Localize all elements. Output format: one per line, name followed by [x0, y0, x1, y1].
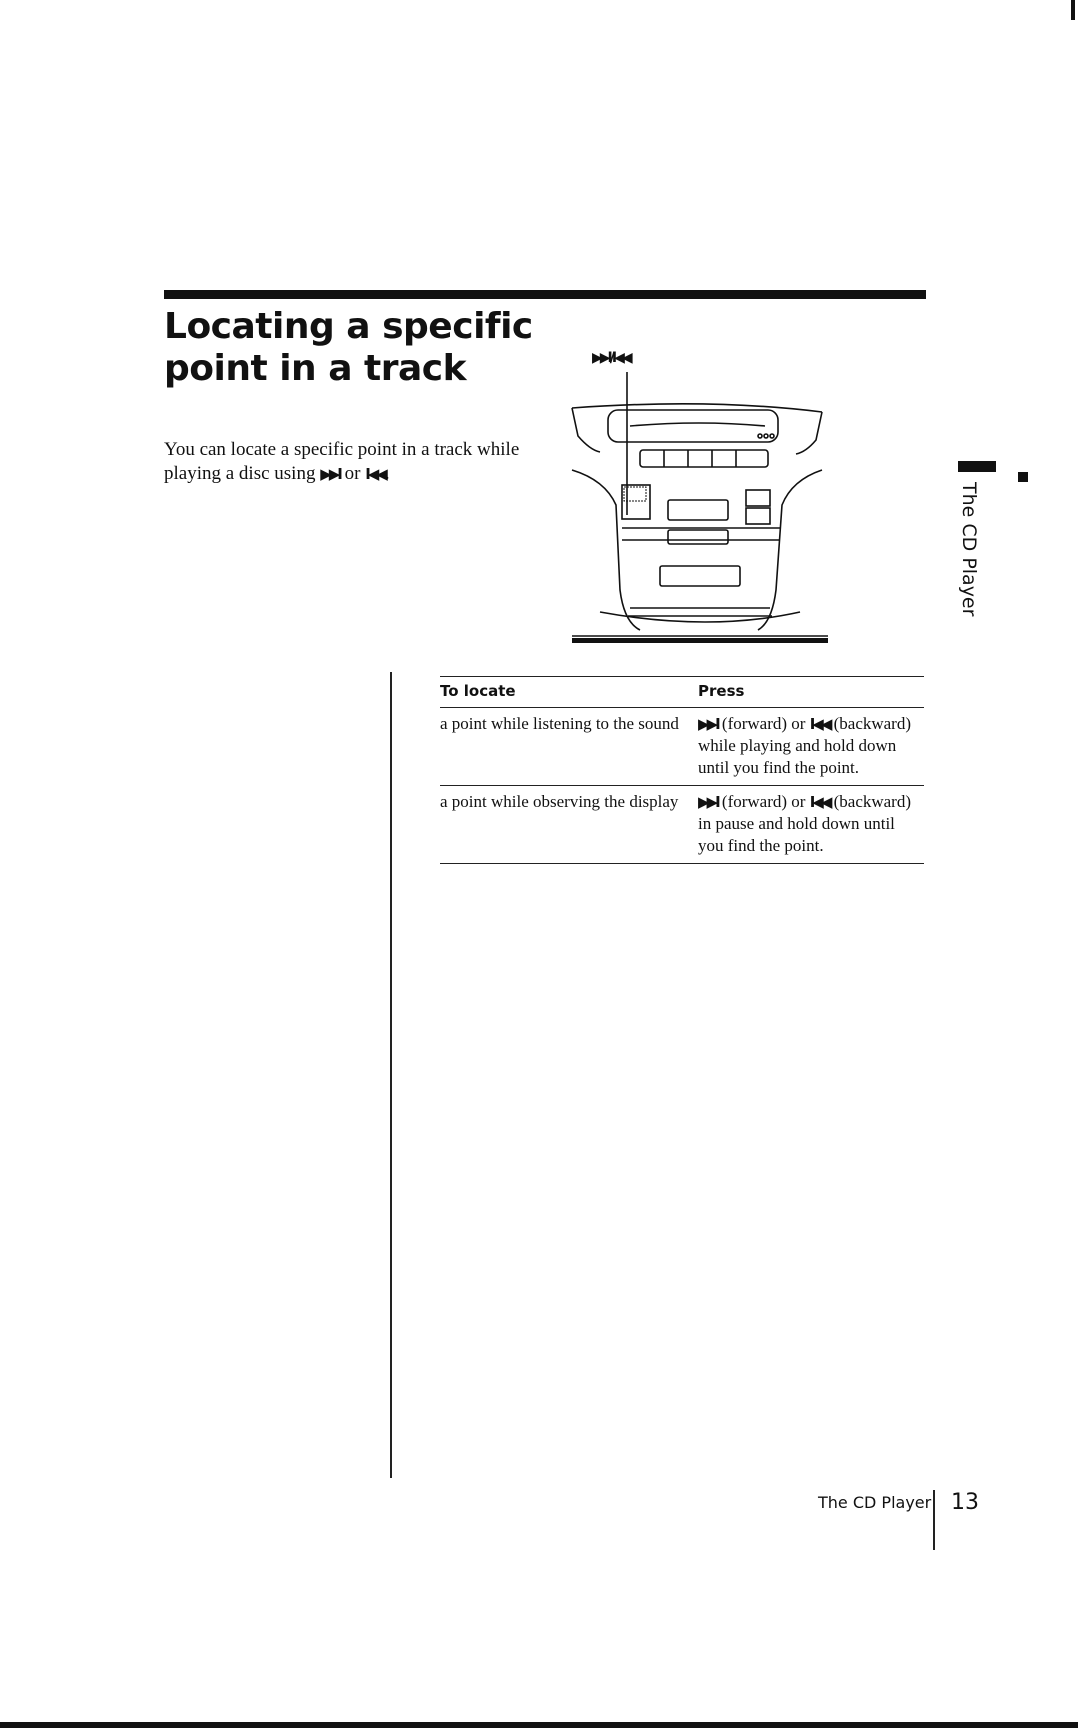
side-tab-marker [1018, 472, 1028, 482]
footer-section-name: The CD Player [818, 1493, 932, 1512]
press-text-end: (backward) in pause and hold down until you find the point. [698, 792, 912, 855]
backward-skip-icon: I◀◀ [365, 465, 385, 483]
backward-skip-icon: I◀◀ [809, 715, 830, 733]
table-cell-locate: a point while observing the display [440, 786, 698, 864]
scan-edge-mark [1071, 0, 1075, 20]
figure-label: ▶▶I/I◀◀ [592, 350, 630, 366]
press-text: (forward) or [717, 714, 810, 733]
table-cell-press [698, 708, 924, 786]
intro-paragraph [164, 438, 544, 486]
table-cell-locate: a point while listening to the sound [440, 708, 698, 786]
section-rule [164, 290, 926, 299]
locate-table [440, 676, 924, 864]
page-title: Locating a specific point in a track [164, 306, 533, 389]
table-header-row [440, 677, 924, 708]
press-text: (forward) or [717, 792, 810, 811]
page-number: 13 [951, 1490, 979, 1515]
intro-text: You can locate a specific point in a track while playing a disc using [164, 439, 520, 484]
intro-end: . [384, 463, 390, 484]
forward-skip-icon: ▶▶I [698, 793, 718, 811]
cd-player-diagram [560, 340, 860, 650]
forward-skip-icon: ▶▶I [320, 465, 340, 483]
backward-skip-icon: I◀◀ [809, 793, 830, 811]
side-tab-label: The CD Player [958, 482, 980, 617]
footer-divider [933, 1490, 935, 1550]
press-text-end: (backward) while playing and hold down until you find the point. [698, 714, 912, 777]
cd-player-illustration [560, 340, 860, 650]
table-header-press: Press [698, 677, 924, 708]
side-tab-bar [958, 461, 996, 472]
table-header-locate: To locate [440, 677, 698, 708]
margin-rule [390, 672, 392, 1478]
forward-skip-icon: ▶▶I [698, 715, 718, 733]
scan-bottom-edge [0, 1722, 1078, 1728]
intro-or: or [339, 463, 366, 484]
table-row [440, 786, 924, 864]
table-row [440, 708, 924, 786]
table-cell-press [698, 786, 924, 864]
